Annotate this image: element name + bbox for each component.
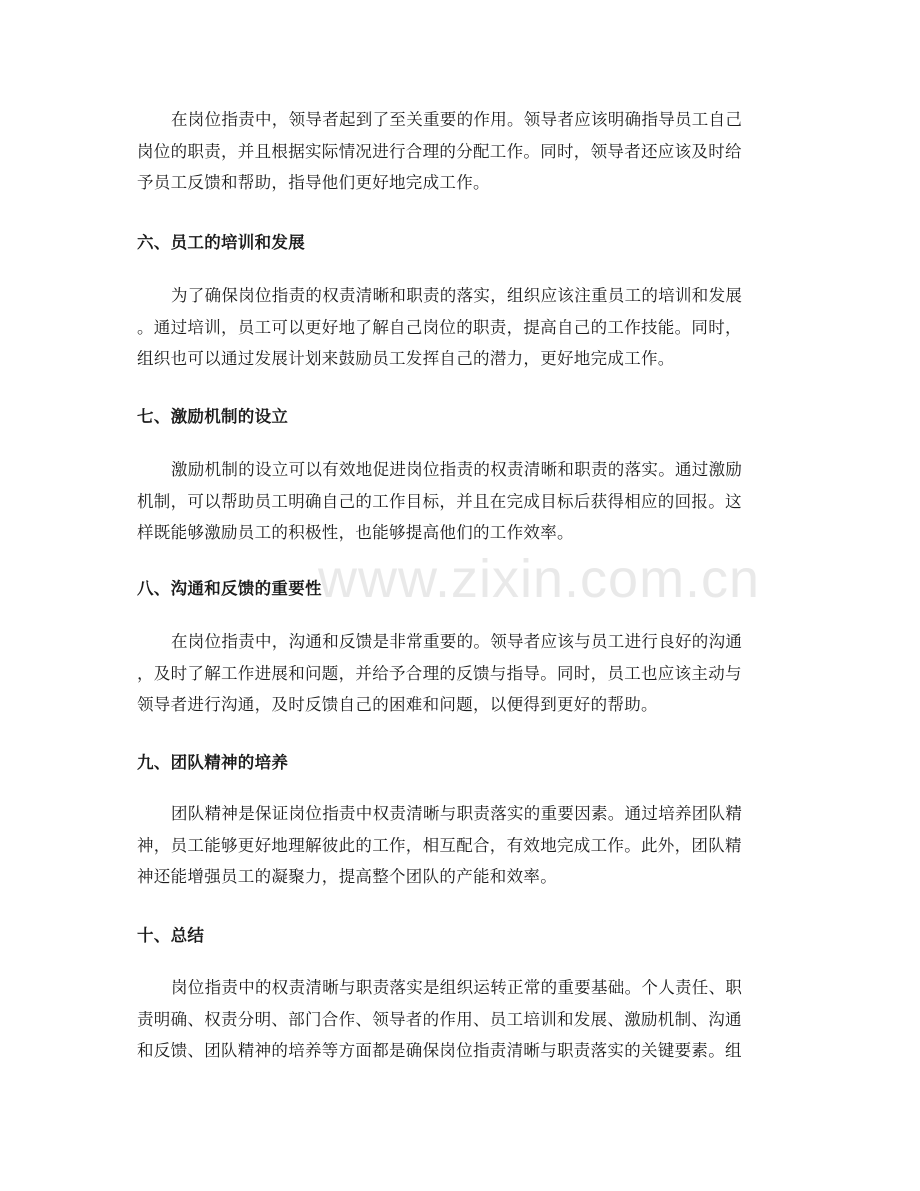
paragraph-training (137, 280, 785, 375)
paragraph-text (137, 626, 785, 721)
section-heading-teamwork (137, 751, 785, 775)
text-line: 在岗位指责中，领导者起到了至关重要的作用。领导者应该明确指导员工自己 (171, 110, 743, 129)
text-line: 组织也可以通过发展计划来鼓励员工发挥自己的潜力，更好地完成工作。 (137, 349, 675, 368)
text-line: 领导者进行沟通，及时反馈自己的困难和问题，以便得到更好的帮助。 (137, 695, 658, 714)
text-line: 在岗位指责中，沟通和反馈是非常重要的。领导者应该与员工进行良好的沟通 (171, 632, 743, 651)
text-line: 。通过培训，员工可以更好地了解自己岗位的职责，提高自己的工作技能。同时， (137, 317, 742, 337)
text-line: 团队精神是保证岗位指责中权责清晰与职责落实的重要因素。通过培养团队精 (171, 804, 743, 823)
section-heading-incentive (137, 405, 785, 429)
paragraph-teamwork (137, 798, 785, 893)
text-line: 责明确、权责分明、部门合作、领导者的作用、员工培训和发展、激励机制、沟通 (137, 1009, 742, 1029)
text-line: 神，员工能够更好地理解彼此的工作，相互配合，有效地完成工作。此外，团队精 (137, 835, 742, 855)
text-line: 样既能够激励员工的积极性，也能够提高他们的工作效率。 (137, 523, 574, 542)
section-heading-training (137, 231, 785, 255)
section-heading-communication (137, 577, 785, 601)
text-line: 岗位的职责，并且根据实际情况进行合理的分配工作。同时，领导者还应该及时给 (137, 141, 742, 161)
paragraph-summary (137, 972, 785, 1067)
text-line: 和反馈、团队精神的培养等方面都是确保岗位指责清晰与职责落实的关键要素。组 (137, 1041, 742, 1060)
paragraph-text (137, 798, 785, 893)
paragraph-text (137, 280, 785, 375)
paragraph-leadership (137, 104, 785, 199)
text-line: 机制，可以帮助员工明确自己的工作目标，并且在完成目标后获得相应的回报。这 (137, 491, 742, 511)
text-line: 为了确保岗位指责的权责清晰和职责的落实，组织应该注重员工的培训和发展 (171, 286, 743, 305)
section-heading-summary (137, 924, 785, 948)
section-heading: 六、员工的培训和发展 (137, 233, 305, 252)
section-heading: 八、沟通和反馈的重要性 (137, 579, 322, 598)
section-heading: 九、团队精神的培养 (137, 753, 289, 772)
text-line: ，及时了解工作进展和问题，并给予合理的反馈与指导。同时，员工也应该主动与 (137, 663, 742, 683)
paragraph-communication (137, 626, 785, 721)
paragraph-text (137, 972, 785, 1067)
paragraph-text (137, 454, 785, 549)
paragraph-incentive (137, 454, 785, 549)
paragraph-text (137, 104, 785, 199)
section-heading: 十、总结 (137, 926, 205, 945)
text-line: 岗位指责中的权责清晰与职责落实是组织运转正常的重要基础。个人责任、职 (171, 978, 743, 997)
watermark: www.zixin.com.cn (318, 549, 761, 609)
text-line: 予员工反馈和帮助，指导他们更好地完成工作。 (137, 173, 490, 192)
section-heading: 七、激励机制的设立 (137, 407, 289, 426)
text-line: 神还能增强员工的凝聚力，提高整个团队的产能和效率。 (137, 867, 557, 886)
text-line: 激励机制的设立可以有效地促进岗位指责的权责清晰和职责的落实。通过激励 (171, 460, 743, 479)
